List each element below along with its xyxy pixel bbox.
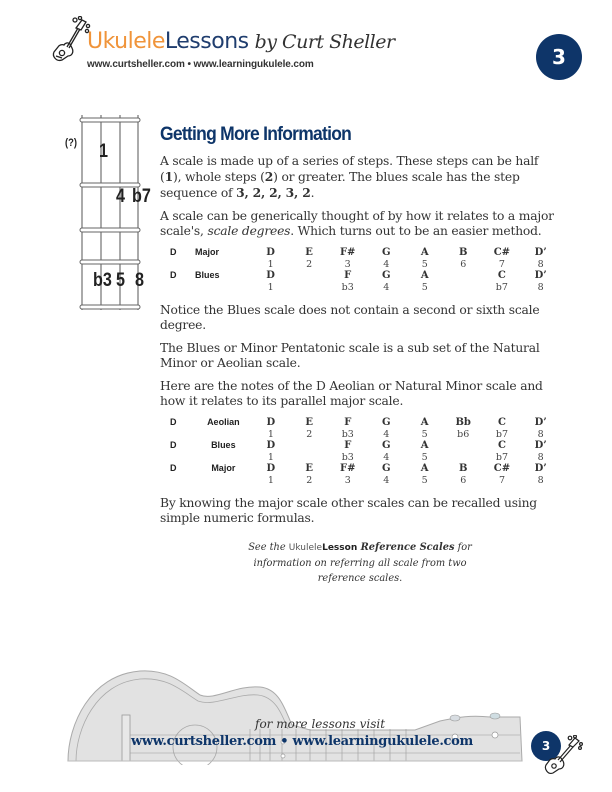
scale-note: B [458,247,468,258]
scale-note [290,270,328,282]
scale-note: D [266,440,276,451]
text: . Which turns out to be an easier method. [290,224,542,238]
scale-degree: b3 [341,451,354,463]
paragraph-aeolian: Here are the notes of the D Aeolian or Natural Minor scale and how it relates to its parallel major scale. [160,379,543,408]
scale-degree: 8 [537,474,544,486]
scale-note: C [497,417,506,428]
scale-degree: 2 [306,258,313,270]
scale-note [444,270,482,282]
scale-note: C [497,270,506,281]
scale-note: D’ [534,463,547,474]
scale-degree: 3 [344,258,351,270]
reference-note [230,540,490,586]
scale-name: Aeolian [207,417,240,427]
scale-note: B [458,463,468,474]
fret-label-root: 1 [99,141,108,162]
scale-notes-row [170,417,560,429]
scale-note: F [344,270,352,281]
scale-note: C# [493,247,511,258]
scale-degree: 5 [421,281,428,293]
paragraph-steps [160,154,560,201]
brand-inline [289,543,357,553]
footer-ukulele-illustration [60,665,560,765]
scale-degree: b7 [495,281,508,293]
scale-degree: b3 [341,428,354,440]
scale-degrees-row [170,429,560,441]
scale-notes-row [170,247,560,259]
scale-note: D’ [534,440,547,451]
scale-degree: 1 [267,474,274,486]
fret-label-octave: 8 [135,270,144,291]
page-number-badge: 3 [536,34,582,80]
scale-table-aeolian-blues-major [170,417,560,486]
scale-degree [290,452,328,464]
spacer [170,475,195,487]
page-title: Getting More Information [160,124,352,145]
scale-degree: 6 [460,258,467,270]
brand-byline: by Curt Sheller [254,31,395,53]
spacer [170,259,195,271]
fret-label-fifth: 5 [116,270,125,291]
header-urls: www.curtsheller.com • www.learningukulele.com [87,59,314,70]
ukulele-logo-icon [50,16,92,64]
scale-note: D [266,463,276,474]
scale-degree: 8 [537,428,544,440]
scale-degree: 8 [537,258,544,270]
scale-degree: 4 [383,451,390,463]
scale-note: A [420,270,429,281]
scale-note: G [382,463,391,474]
scale-degree: 1 [267,258,274,270]
scale-degree: 1 [267,281,274,293]
reference-scales-link: Reference Scales [357,542,455,553]
paragraph-blues-subset: The Blues or Minor Pentatonic scale is a sub set of the Natural Minor or Aeolian scale. [160,341,540,370]
brand-lesson: Lesson [322,543,358,553]
text: . [310,186,315,200]
scale-note [290,440,328,452]
scale-note: G [382,247,391,258]
scale-degree: b3 [341,281,354,293]
scale-note: A [420,417,429,428]
fret-label-open: (?) [65,137,77,149]
main-content [160,124,560,586]
footer-urls[interactable]: www.curtsheller.com • www.learningukulele.com [131,734,473,749]
scale-degrees-row [170,259,560,271]
scale-key: D [170,247,177,257]
scale-degree: b7 [495,428,509,440]
brand-ukulele: Ukulele [87,29,165,54]
text: ), whole steps ( [172,170,265,184]
scale-degree: 5 [421,474,428,486]
text: ) or greater. The blues scale has the step sequence of [160,170,520,200]
scale-notes-row [170,270,560,282]
scale-table-major-blues [170,247,560,293]
scale-name: Major [211,463,236,473]
fret-label-flat-seventh: b7 [132,186,151,207]
scale-degree: 2 [306,474,313,486]
scale-note: D’ [534,270,547,281]
paragraph-formulas: By knowing the major scale other scales can be recalled using simple numeric formulas. [160,496,537,525]
scale-key: D [170,463,177,473]
paragraph-scale-degrees [160,209,560,239]
scale-degree: 4 [383,428,390,440]
scale-notes-row [170,440,560,452]
bold-text: 1 [164,169,173,184]
scale-note: A [420,247,429,258]
scale-degree: 6 [460,474,467,486]
paragraph-notice: Notice the Blues scale does not contain a second or sixth scale degree. [160,303,540,332]
scale-degree: b6 [457,428,470,440]
brand-lessons: Lessons [164,29,249,54]
text: A scale can be generically thought of by how it relates to a major scale's, [160,209,554,238]
scale-note: G [382,440,391,451]
spacer [170,429,195,441]
scale-note: E [305,463,314,474]
scale-note: D [266,247,275,258]
scale-note: D [266,270,275,281]
scale-degree: 7 [498,474,505,486]
scale-name: Blues [195,270,220,280]
scale-degree: 5 [421,451,428,463]
scale-degree: 5 [421,428,428,440]
scale-note: C [497,440,506,451]
scale-degree [444,452,483,464]
scale-note: F# [340,463,356,474]
scale-note [444,440,483,452]
footer-visit-text: for more lessons visit [255,717,386,731]
scale-note: A [420,463,429,474]
scale-note: E [305,247,313,258]
scale-degrees-row [170,282,560,294]
bold-text: 2 [264,169,274,184]
brand-logo [87,30,395,54]
spacer [195,282,251,294]
footer-page-number-badge: 3 [531,731,561,761]
scale-note: Bb [455,417,471,428]
scale-note: D’ [534,417,547,428]
spacer [170,452,195,464]
scale-key: D [170,440,177,450]
spacer [195,452,252,464]
scale-note: D [266,417,276,428]
spacer [195,259,251,271]
spacer [195,429,252,441]
scale-note: F [344,417,352,428]
italic-text: scale degrees [207,224,291,238]
spacer [195,475,252,487]
scale-note: A [420,440,429,451]
scale-degree: 4 [383,474,390,486]
footer-ukulele-icon [543,735,585,777]
scale-degree: 4 [383,258,390,270]
fret-label-flat-third: b3 [93,270,112,291]
scale-degree [444,282,482,294]
scale-degree: 2 [306,428,313,440]
text: A scale is made up of a series of steps. These steps can be half ( [160,154,539,184]
step-sequence: 3, 2, 2, 3, 2 [236,185,311,200]
scale-note: F [344,440,352,451]
scale-note: D’ [534,247,547,258]
scale-degrees-row [170,452,560,464]
scale-degree: 1 [267,428,274,440]
scale-degree: 4 [383,281,390,293]
scale-note: G [382,270,391,281]
text: See the [248,542,289,553]
scale-degree: 1 [267,451,274,463]
scale-note: F# [339,247,356,258]
scale-notes-row [170,463,560,475]
spacer [170,282,195,294]
scale-degree: 7 [498,258,505,270]
scale-key: D [170,417,177,427]
scale-degree: 5 [421,258,428,270]
scale-degree: 8 [537,451,544,463]
scale-degree: 8 [537,281,544,293]
brand-ukulele: Ukulele [288,543,323,553]
scale-key: D [170,270,177,280]
scale-degree: b7 [495,451,509,463]
scale-degrees-row [170,475,560,487]
scale-note: C# [493,463,511,474]
scale-degree: 3 [344,474,351,486]
fret-label-fourth: 4 [116,186,125,207]
scale-note: G [382,417,391,428]
scale-name: Blues [211,440,236,450]
scale-note: E [305,417,314,428]
fretboard-diagram [60,110,170,310]
scale-name: Major [195,247,220,257]
scale-degree [290,282,328,294]
text: for information on referring all scale from two reference scales. [253,542,472,584]
